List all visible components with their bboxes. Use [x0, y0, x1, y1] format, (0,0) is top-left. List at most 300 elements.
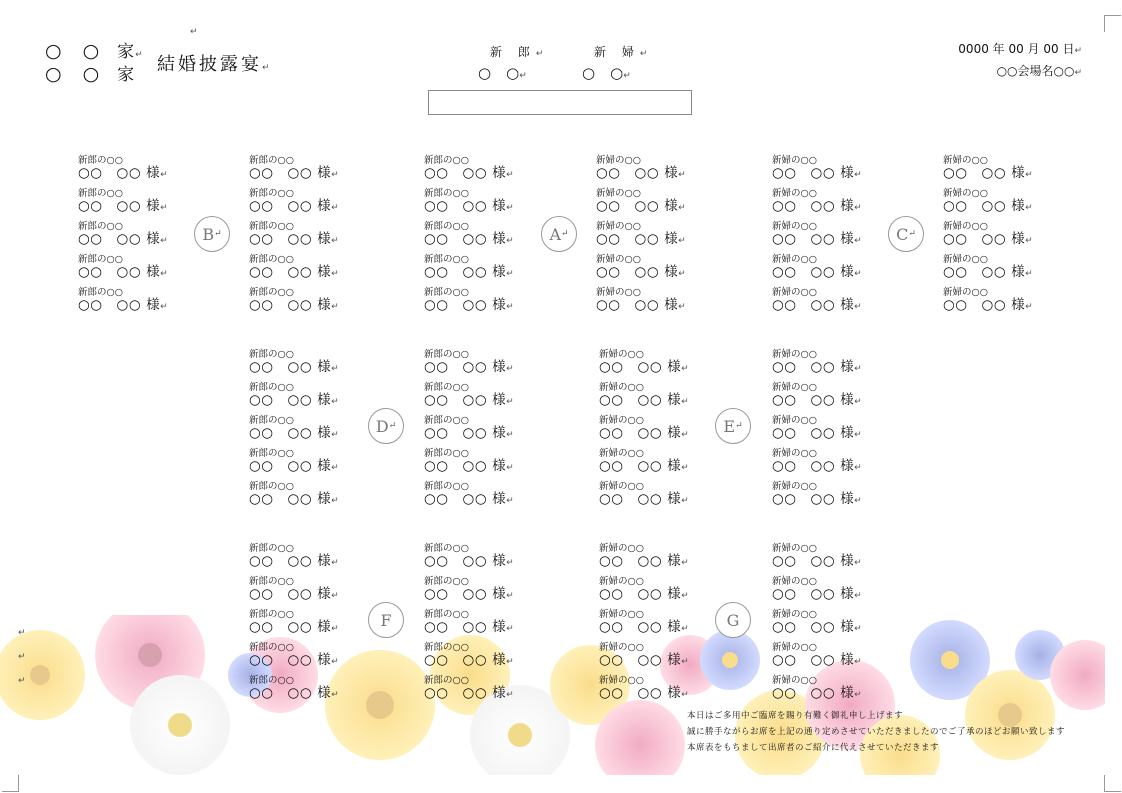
guest-name: ○○ ○○ [424, 425, 488, 441]
guest-name: ○○ ○○ [249, 297, 313, 313]
guest-name-line: ○○ ○○ 様↵ [772, 198, 863, 214]
guest-relation: 新婦の○○ [943, 188, 989, 199]
guest-name-line: ○○ ○○ 様↵ [424, 652, 515, 668]
event-title: 結婚披露宴↵ [157, 54, 273, 75]
guest-name: ○○ ○○ [599, 553, 663, 569]
guest-name-line: ○○ ○○ 様↵ [424, 425, 515, 441]
guest-entry [599, 445, 719, 478]
guest-entry [599, 478, 719, 511]
guest-name-line: ○○ ○○ 様↵ [772, 491, 863, 507]
guest-name-line: ○○ ○○ 様↵ [249, 198, 340, 214]
guest-honorific: 様 [667, 553, 682, 569]
guest-honorific: 様 [664, 297, 679, 313]
guest-relation: 新郎の○○ [78, 254, 124, 265]
guest-name: ○○ ○○ [424, 619, 488, 635]
guest-name-line: ○○ ○○ 様↵ [424, 458, 515, 474]
guest-relation: 新婦の○○ [772, 349, 818, 360]
guest-name: ○○ ○○ [943, 264, 1007, 280]
guest-relation: 新婦の○○ [772, 382, 818, 393]
guest-relation: 新郎の○○ [249, 481, 295, 492]
guest-entry [772, 672, 892, 705]
guest-name-line: ○○ ○○ 様↵ [943, 264, 1034, 280]
guest-entry [772, 218, 892, 251]
guest-relation: 新婦の○○ [772, 415, 818, 426]
crop-mark [1104, 775, 1121, 792]
guest-name-line: ○○ ○○ 様↵ [424, 264, 515, 280]
seat-column [596, 152, 716, 317]
guest-honorific: 様 [840, 586, 855, 602]
guest-name: ○○ ○○ [943, 231, 1007, 247]
guest-relation: 新婦の○○ [596, 287, 642, 298]
guest-honorific: 様 [667, 652, 682, 668]
guest-relation: 新婦の○○ [943, 221, 989, 232]
guest-relation: 新婦の○○ [599, 675, 645, 686]
guest-relation: 新婦の○○ [772, 543, 818, 554]
guest-name: ○○ ○○ [599, 586, 663, 602]
guest-name-line: ○○ ○○ 様↵ [249, 359, 340, 375]
guest-relation: 新郎の○○ [249, 576, 295, 587]
guest-relation: 新郎の○○ [249, 543, 295, 554]
guest-name: ○○ ○○ [424, 198, 488, 214]
guest-relation: 新郎の○○ [249, 448, 295, 459]
title-box[interactable] [428, 90, 692, 115]
guest-name-line: ○○ ○○ 様↵ [424, 553, 515, 569]
guest-relation: 新婦の○○ [772, 155, 818, 166]
guest-honorific: 様 [840, 165, 855, 181]
guest-name-line: ○○ ○○ 様↵ [599, 425, 690, 441]
guest-entry [599, 346, 719, 379]
bride-label: 新 婦↵ [594, 45, 654, 59]
guest-honorific: 様 [1011, 165, 1026, 181]
guest-relation: 新婦の○○ [599, 448, 645, 459]
guest-relation: 新婦の○○ [599, 609, 645, 620]
guest-honorific: 様 [840, 553, 855, 569]
guest-entry [249, 412, 369, 445]
guest-name-line: ○○ ○○ 様↵ [596, 198, 687, 214]
guest-honorific: 様 [492, 165, 507, 181]
table-mark-f: F [368, 602, 404, 638]
guest-relation: 新郎の○○ [249, 609, 295, 620]
guest-name: ○○ ○○ [772, 425, 836, 441]
guest-honorific: 様 [840, 392, 855, 408]
guest-entry [424, 251, 544, 284]
guest-relation: 新郎の○○ [249, 349, 295, 360]
guest-relation: 新郎の○○ [424, 254, 470, 265]
guest-name-line: ○○ ○○ 様↵ [424, 198, 515, 214]
guest-name-line: ○○ ○○ 様↵ [599, 685, 690, 701]
footnote-line-1: 本日はご多用中ご臨席を賜り有難く御礼申し上げます [687, 711, 904, 721]
guest-name: ○○ ○○ [772, 198, 836, 214]
seat-column [424, 540, 544, 705]
guest-entry [943, 284, 1063, 317]
guest-relation: 新婦の○○ [943, 287, 989, 298]
table-mark-c: C ↵ [888, 216, 924, 252]
guest-honorific: 様 [317, 652, 332, 668]
guest-name-line: ○○ ○○ 様↵ [424, 392, 515, 408]
guest-honorific: 様 [146, 165, 161, 181]
guest-name-line: ○○ ○○ 様↵ [424, 491, 515, 507]
guest-entry [424, 152, 544, 185]
guest-honorific: 様 [317, 553, 332, 569]
guest-entry [424, 478, 544, 511]
guest-name-line: ○○ ○○ 様↵ [78, 297, 169, 313]
guest-relation: 新婦の○○ [599, 481, 645, 492]
guest-name: ○○ ○○ [943, 165, 1007, 181]
guest-relation: 新郎の○○ [424, 675, 470, 686]
guest-name: ○○ ○○ [943, 198, 1007, 214]
guest-name-line: ○○ ○○ 様↵ [249, 458, 340, 474]
guest-entry [943, 152, 1063, 185]
guest-honorific: 様 [317, 458, 332, 474]
guest-honorific: 様 [1011, 264, 1026, 280]
guest-name: ○○ ○○ [78, 264, 142, 280]
table-mark-a: A ↵ [541, 216, 577, 252]
guest-name-line: ○○ ○○ 様↵ [772, 359, 863, 375]
guest-name: ○○ ○○ [772, 491, 836, 507]
guest-relation: 新郎の○○ [249, 155, 295, 166]
guest-name-line: ○○ ○○ 様↵ [772, 231, 863, 247]
guest-name: ○○ ○○ [772, 458, 836, 474]
guest-name-line: ○○ ○○ 様↵ [424, 685, 515, 701]
guest-entry [772, 573, 892, 606]
guest-name: ○○ ○○ [772, 231, 836, 247]
guest-honorific: 様 [317, 619, 332, 635]
guest-honorific: 様 [667, 491, 682, 507]
guest-relation: 新郎の○○ [424, 221, 470, 232]
guest-name: ○○ ○○ [599, 491, 663, 507]
guest-name-line: ○○ ○○ 様↵ [249, 586, 340, 602]
guest-name: ○○ ○○ [249, 586, 313, 602]
guest-honorific: 様 [667, 685, 682, 701]
guest-entry [249, 251, 369, 284]
guest-relation: 新婦の○○ [772, 188, 818, 199]
return-mark: ↵ [18, 652, 26, 662]
guest-name: ○○ ○○ [249, 619, 313, 635]
guest-honorific: 様 [840, 685, 855, 701]
guest-entry [78, 251, 198, 284]
guest-entry [424, 606, 544, 639]
guest-honorific: 様 [840, 619, 855, 635]
guest-honorific: 様 [840, 652, 855, 668]
guest-name-line: ○○ ○○ 様↵ [599, 392, 690, 408]
guest-name-line: ○○ ○○ 様↵ [249, 652, 340, 668]
guest-entry [596, 218, 716, 251]
guest-name: ○○ ○○ [249, 231, 313, 247]
guest-honorific: 様 [664, 198, 679, 214]
guest-name-line: ○○ ○○ 様↵ [599, 458, 690, 474]
guest-relation: 新郎の○○ [249, 415, 295, 426]
guest-honorific: 様 [317, 425, 332, 441]
guest-honorific: 様 [317, 165, 332, 181]
guest-relation: 新郎の○○ [424, 543, 470, 554]
guest-entry [249, 185, 369, 218]
guest-relation: 新婦の○○ [596, 254, 642, 265]
guest-entry [772, 185, 892, 218]
guest-name: ○○ ○○ [424, 586, 488, 602]
guest-entry [424, 185, 544, 218]
guest-name: ○○ ○○ [78, 165, 142, 181]
guest-honorific: 様 [664, 264, 679, 280]
venue-name: ○○会場名○○↵ [996, 64, 1082, 78]
guest-honorific: 様 [317, 586, 332, 602]
guest-honorific: 様 [840, 458, 855, 474]
guest-name-line: ○○ ○○ 様↵ [772, 458, 863, 474]
guest-relation: 新婦の○○ [943, 155, 989, 166]
guest-name: ○○ ○○ [599, 425, 663, 441]
guest-name: ○○ ○○ [424, 553, 488, 569]
guest-name-line: ○○ ○○ 様↵ [249, 491, 340, 507]
guest-name: ○○ ○○ [424, 264, 488, 280]
table-mark-b: B ↵ [194, 216, 230, 252]
guest-relation: 新郎の○○ [424, 609, 470, 620]
guest-honorific: 様 [492, 264, 507, 280]
guest-name-line: ○○ ○○ 様↵ [249, 165, 340, 181]
guest-name: ○○ ○○ [772, 619, 836, 635]
guest-relation: 新婦の○○ [596, 188, 642, 199]
guest-honorific: 様 [492, 685, 507, 701]
guest-name: ○○ ○○ [78, 297, 142, 313]
guest-honorific: 様 [492, 392, 507, 408]
guest-entry [249, 573, 369, 606]
guest-entry [599, 412, 719, 445]
guest-entry [772, 152, 892, 185]
guest-name: ○○ ○○ [249, 553, 313, 569]
guest-name-line: ○○ ○○ 様↵ [596, 264, 687, 280]
guest-name-line: ○○ ○○ 様↵ [772, 297, 863, 313]
guest-relation: 新婦の○○ [772, 221, 818, 232]
guest-name: ○○ ○○ [249, 264, 313, 280]
guest-honorific: 様 [840, 425, 855, 441]
guest-name-line: ○○ ○○ 様↵ [424, 619, 515, 635]
guest-relation: 新婦の○○ [599, 642, 645, 653]
guest-honorific: 様 [492, 458, 507, 474]
guest-entry [249, 218, 369, 251]
guest-name: ○○ ○○ [943, 297, 1007, 313]
guest-entry [424, 445, 544, 478]
guest-name: ○○ ○○ [599, 359, 663, 375]
guest-honorific: 様 [840, 297, 855, 313]
guest-entry [772, 445, 892, 478]
guest-relation: 新婦の○○ [772, 254, 818, 265]
guest-name: ○○ ○○ [596, 264, 660, 280]
guest-name-line: ○○ ○○ 様↵ [772, 586, 863, 602]
guest-relation: 新郎の○○ [424, 382, 470, 393]
guest-honorific: 様 [492, 297, 507, 313]
guest-name: ○○ ○○ [249, 652, 313, 668]
seat-column [943, 152, 1063, 317]
guest-honorific: 様 [492, 198, 507, 214]
seat-column [249, 540, 369, 705]
guest-honorific: 様 [146, 198, 161, 214]
guest-relation: 新婦の○○ [772, 481, 818, 492]
return-mark: ↵ [18, 628, 26, 638]
guest-honorific: 様 [840, 198, 855, 214]
guest-entry [596, 185, 716, 218]
guest-honorific: 様 [840, 359, 855, 375]
seat-column [599, 540, 719, 705]
guest-name: ○○ ○○ [772, 359, 836, 375]
guest-name: ○○ ○○ [424, 458, 488, 474]
guest-name: ○○ ○○ [599, 619, 663, 635]
guest-entry [78, 152, 198, 185]
guest-relation: 新婦の○○ [772, 576, 818, 587]
footnote [687, 708, 1065, 756]
return-mark: ↵ [190, 27, 198, 37]
guest-honorific: 様 [667, 392, 682, 408]
guest-entry [596, 152, 716, 185]
guest-relation: 新郎の○○ [424, 481, 470, 492]
guest-relation: 新婦の○○ [772, 675, 818, 686]
guest-name-line: ○○ ○○ 様↵ [78, 264, 169, 280]
guest-honorific: 様 [146, 231, 161, 247]
guest-honorific: 様 [317, 491, 332, 507]
guest-entry [596, 284, 716, 317]
guest-relation: 新婦の○○ [772, 642, 818, 653]
guest-name: ○○ ○○ [424, 685, 488, 701]
guest-name-line: ○○ ○○ 様↵ [943, 198, 1034, 214]
guest-honorific: 様 [492, 553, 507, 569]
guest-name-line: ○○ ○○ 様↵ [599, 359, 690, 375]
guest-honorific: 様 [317, 359, 332, 375]
guest-honorific: 様 [667, 458, 682, 474]
guest-entry [249, 284, 369, 317]
guest-name-line: ○○ ○○ 様↵ [599, 586, 690, 602]
guest-relation: 新郎の○○ [424, 349, 470, 360]
seat-column [772, 540, 892, 705]
guest-name-line: ○○ ○○ 様↵ [772, 425, 863, 441]
guest-name: ○○ ○○ [599, 392, 663, 408]
guest-honorific: 様 [667, 619, 682, 635]
guest-name: ○○ ○○ [772, 297, 836, 313]
guest-relation: 新郎の○○ [249, 642, 295, 653]
guest-entry [599, 639, 719, 672]
guest-entry [78, 185, 198, 218]
crop-mark [2, 775, 19, 792]
crop-mark [1104, 15, 1121, 32]
guest-relation: 新郎の○○ [249, 221, 295, 232]
seat-column [599, 346, 719, 511]
guest-relation: 新郎の○○ [249, 188, 295, 199]
guest-name: ○○ ○○ [772, 652, 836, 668]
guest-name: ○○ ○○ [599, 458, 663, 474]
crop-mark [2, 15, 19, 32]
seat-column [424, 152, 544, 317]
guest-name: ○○ ○○ [596, 198, 660, 214]
footnote-line-2: 誠に勝手ながらお席を上記の通り定めさせていただきましたのでご了承のほどお願い致します [687, 727, 1066, 737]
guest-name: ○○ ○○ [424, 165, 488, 181]
guest-name: ○○ ○○ [772, 392, 836, 408]
guest-honorific: 様 [146, 264, 161, 280]
guest-honorific: 様 [317, 231, 332, 247]
guest-entry [249, 672, 369, 705]
guest-entry [772, 606, 892, 639]
guest-name-line: ○○ ○○ 様↵ [78, 198, 169, 214]
guest-honorific: 様 [840, 231, 855, 247]
guest-name-line: ○○ ○○ 様↵ [772, 652, 863, 668]
guest-relation: 新婦の○○ [943, 254, 989, 265]
guest-honorific: 様 [317, 198, 332, 214]
guest-name: ○○ ○○ [424, 231, 488, 247]
guest-name: ○○ ○○ [249, 165, 313, 181]
guest-relation: 新郎の○○ [424, 155, 470, 166]
guest-honorific: 様 [664, 165, 679, 181]
guest-entry [424, 218, 544, 251]
guest-honorific: 様 [1011, 198, 1026, 214]
guest-relation: 新婦の○○ [599, 349, 645, 360]
guest-relation: 新郎の○○ [249, 675, 295, 686]
guest-honorific: 様 [664, 231, 679, 247]
guest-name-line: ○○ ○○ 様↵ [424, 297, 515, 313]
bride-name: ○ ○↵ [582, 64, 631, 82]
guest-honorific: 様 [840, 491, 855, 507]
guest-honorific: 様 [1011, 297, 1026, 313]
guest-name: ○○ ○○ [772, 586, 836, 602]
guest-name: ○○ ○○ [772, 264, 836, 280]
guest-relation: 新郎の○○ [78, 221, 124, 232]
guest-entry [943, 185, 1063, 218]
guest-honorific: 様 [317, 264, 332, 280]
guest-name: ○○ ○○ [249, 359, 313, 375]
guest-honorific: 様 [146, 297, 161, 313]
guest-name-line: ○○ ○○ 様↵ [772, 619, 863, 635]
guest-entry [78, 218, 198, 251]
guest-name-line: ○○ ○○ 様↵ [943, 165, 1034, 181]
groom-name: ○ ○↵ [478, 64, 527, 82]
guest-entry [249, 540, 369, 573]
guest-name-line: ○○ ○○ 様↵ [78, 165, 169, 181]
guest-name-line: ○○ ○○ 様↵ [596, 297, 687, 313]
guest-honorific: 様 [667, 359, 682, 375]
guest-honorific: 様 [667, 586, 682, 602]
guest-name-line: ○○ ○○ 様↵ [424, 359, 515, 375]
table-mark-e: E ↵ [715, 408, 751, 444]
guest-entry [599, 672, 719, 705]
guest-name: ○○ ○○ [424, 392, 488, 408]
wedding-date: 0000 年 00 月 00 日↵ [958, 42, 1082, 56]
guest-entry [249, 346, 369, 379]
guest-name: ○○ ○○ [249, 392, 313, 408]
guest-relation: 新郎の○○ [424, 576, 470, 587]
guest-name-line: ○○ ○○ 様↵ [943, 297, 1034, 313]
guest-name-line: ○○ ○○ 様↵ [596, 165, 687, 181]
guest-relation: 新郎の○○ [424, 448, 470, 459]
guest-name: ○○ ○○ [599, 652, 663, 668]
guest-name: ○○ ○○ [424, 359, 488, 375]
guest-relation: 新婦の○○ [596, 221, 642, 232]
guest-name: ○○ ○○ [596, 165, 660, 181]
guest-honorific: 様 [317, 685, 332, 701]
guest-name-line: ○○ ○○ 様↵ [424, 586, 515, 602]
guest-honorific: 様 [492, 652, 507, 668]
guest-relation: 新婦の○○ [772, 448, 818, 459]
guest-name-line: ○○ ○○ 様↵ [772, 392, 863, 408]
guest-entry [249, 445, 369, 478]
guest-name-line: ○○ ○○ 様↵ [772, 553, 863, 569]
guest-honorific: 様 [492, 491, 507, 507]
guest-name-line: ○○ ○○ 様↵ [772, 264, 863, 280]
guest-name-line: ○○ ○○ 様↵ [599, 553, 690, 569]
guest-name: ○○ ○○ [249, 458, 313, 474]
guest-relation: 新郎の○○ [78, 155, 124, 166]
family-name-1: ○ ○ 家↵ [45, 40, 144, 62]
guest-name-line: ○○ ○○ 様↵ [249, 392, 340, 408]
guest-name-line: ○○ ○○ 様↵ [249, 553, 340, 569]
guest-name-line: ○○ ○○ 様↵ [599, 652, 690, 668]
seat-column [424, 346, 544, 511]
guest-name: ○○ ○○ [78, 231, 142, 247]
guest-honorific: 様 [1011, 231, 1026, 247]
return-mark: ↵ [18, 676, 26, 686]
